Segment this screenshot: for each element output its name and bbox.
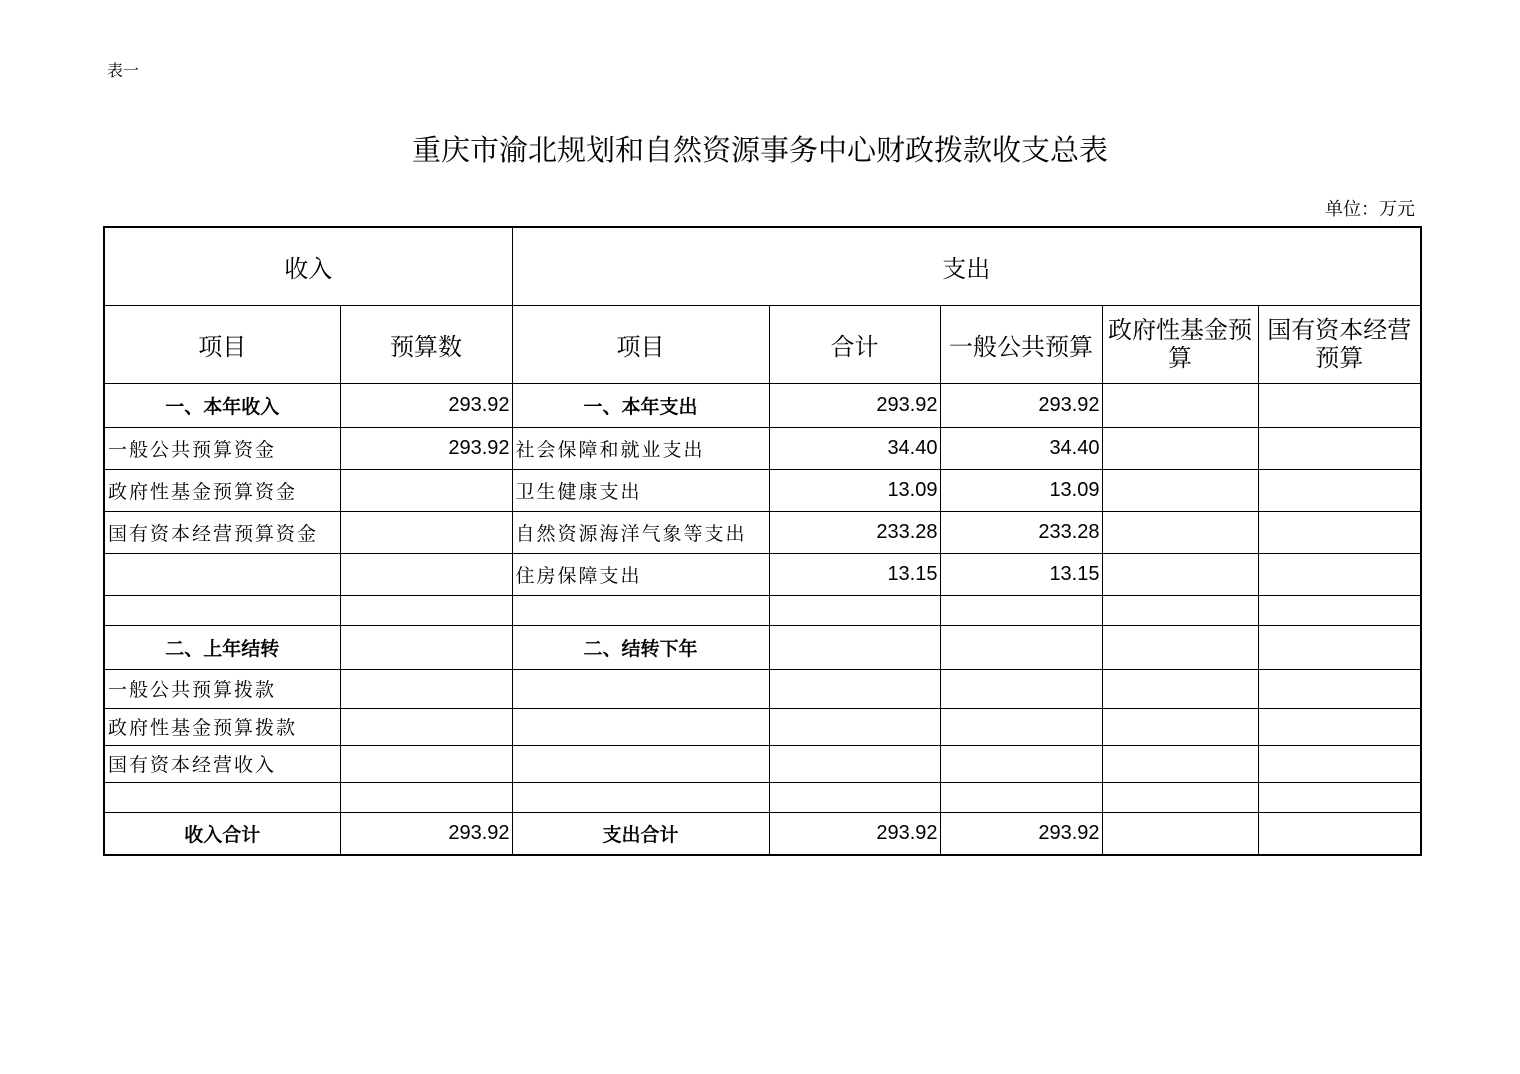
- total-cell: [769, 595, 940, 625]
- header-row-1: [104, 227, 1421, 305]
- general-public-header: 一般公共预算: [940, 305, 1102, 383]
- income-budget-cell: [340, 669, 512, 708]
- gov-fund-cell: [1102, 553, 1258, 595]
- general-public-cell: 233.28: [940, 511, 1102, 553]
- gov-fund-cell: [1102, 745, 1258, 782]
- income-budget-cell: [340, 782, 512, 812]
- state-capital-cell: [1258, 553, 1421, 595]
- total-cell: 293.92: [769, 812, 940, 855]
- table-label: 表一: [107, 61, 140, 80]
- gov-fund-cell: [1102, 812, 1258, 855]
- income-budget-cell: [340, 469, 512, 511]
- gov-fund-cell: [1102, 383, 1258, 427]
- state-capital-cell: [1258, 625, 1421, 669]
- table-row: [104, 469, 1421, 511]
- state-capital-cell: [1258, 708, 1421, 745]
- expense-item-cell: [512, 708, 769, 745]
- income-budget-header: 预算数: [340, 305, 512, 383]
- income-item-cell: [104, 553, 340, 595]
- expense-item-cell: 社会保障和就业支出: [512, 427, 769, 469]
- income-item-cell: [104, 595, 340, 625]
- general-public-cell: [940, 625, 1102, 669]
- total-cell: [769, 782, 940, 812]
- income-item-cell: 国有资本经营收入: [104, 745, 340, 782]
- budget-summary-table: [103, 226, 1422, 856]
- table-row: [104, 782, 1421, 812]
- general-public-cell: [940, 745, 1102, 782]
- total-cell: 293.92: [769, 383, 940, 427]
- table-row: [104, 553, 1421, 595]
- total-cell: [769, 745, 940, 782]
- income-budget-cell: [340, 625, 512, 669]
- expense-item-cell: 一、本年支出: [512, 383, 769, 427]
- state-capital-cell: [1258, 511, 1421, 553]
- table-row: [104, 669, 1421, 708]
- total-cell: 34.40: [769, 427, 940, 469]
- income-item-cell: 政府性基金预算资金: [104, 469, 340, 511]
- expense-item-cell: 支出合计: [512, 812, 769, 855]
- general-public-cell: [940, 595, 1102, 625]
- income-budget-cell: [340, 553, 512, 595]
- expense-item-cell: [512, 669, 769, 708]
- table-row: [104, 511, 1421, 553]
- expense-item-cell: 卫生健康支出: [512, 469, 769, 511]
- income-budget-cell: 293.92: [340, 383, 512, 427]
- expense-item-cell: [512, 745, 769, 782]
- income-item-cell: 一般公共预算拨款: [104, 669, 340, 708]
- expense-item-cell: 二、结转下年: [512, 625, 769, 669]
- income-header: 收入: [104, 227, 512, 305]
- expense-header: 支出: [512, 227, 1421, 305]
- total-cell: 13.15: [769, 553, 940, 595]
- expense-item-cell: 自然资源海洋气象等支出: [512, 511, 769, 553]
- total-cell: [769, 669, 940, 708]
- total-header: 合计: [769, 305, 940, 383]
- income-budget-cell: [340, 511, 512, 553]
- state-capital-cell: [1258, 383, 1421, 427]
- state-capital-cell: [1258, 782, 1421, 812]
- income-item-header: 项目: [104, 305, 340, 383]
- gov-fund-cell: [1102, 427, 1258, 469]
- total-cell: [769, 625, 940, 669]
- general-public-cell: 293.92: [940, 383, 1102, 427]
- state-capital-cell: [1258, 669, 1421, 708]
- state-capital-cell: [1258, 427, 1421, 469]
- state-capital-cell: [1258, 469, 1421, 511]
- general-public-cell: 293.92: [940, 812, 1102, 855]
- state-capital-header: 国有资本经营预算: [1258, 305, 1421, 383]
- state-capital-cell: [1258, 595, 1421, 625]
- gov-fund-header: 政府性基金预算: [1102, 305, 1258, 383]
- gov-fund-cell: [1102, 708, 1258, 745]
- income-item-cell: 政府性基金预算拨款: [104, 708, 340, 745]
- income-item-cell: 国有资本经营预算资金: [104, 511, 340, 553]
- income-budget-cell: 293.92: [340, 427, 512, 469]
- state-capital-cell: [1258, 812, 1421, 855]
- gov-fund-cell: [1102, 669, 1258, 708]
- table-row: [104, 812, 1421, 855]
- income-item-cell: 一、本年收入: [104, 383, 340, 427]
- gov-fund-cell: [1102, 625, 1258, 669]
- table-row: [104, 625, 1421, 669]
- general-public-cell: [940, 669, 1102, 708]
- table-row: [104, 383, 1421, 427]
- table-row: [104, 595, 1421, 625]
- page-title: 重庆市渝北规划和自然资源事务中心财政拨款收支总表: [411, 133, 1108, 167]
- expense-item-cell: 住房保障支出: [512, 553, 769, 595]
- unit-label: 单位：万元: [1325, 199, 1415, 220]
- general-public-cell: 34.40: [940, 427, 1102, 469]
- income-budget-cell: [340, 745, 512, 782]
- expense-item-header: 项目: [512, 305, 769, 383]
- income-item-cell: [104, 782, 340, 812]
- total-cell: 233.28: [769, 511, 940, 553]
- income-item-cell: 一般公共预算资金: [104, 427, 340, 469]
- gov-fund-cell: [1102, 511, 1258, 553]
- table-row: [104, 745, 1421, 782]
- general-public-cell: 13.15: [940, 553, 1102, 595]
- income-item-cell: 二、上年结转: [104, 625, 340, 669]
- header-row-2: [104, 305, 1421, 383]
- income-budget-cell: 293.92: [340, 812, 512, 855]
- total-cell: [769, 708, 940, 745]
- income-budget-cell: [340, 595, 512, 625]
- income-budget-cell: [340, 708, 512, 745]
- table-row: [104, 427, 1421, 469]
- gov-fund-cell: [1102, 595, 1258, 625]
- general-public-cell: 13.09: [940, 469, 1102, 511]
- income-item-cell: 收入合计: [104, 812, 340, 855]
- general-public-cell: [940, 782, 1102, 812]
- expense-item-cell: [512, 782, 769, 812]
- state-capital-cell: [1258, 745, 1421, 782]
- total-cell: 13.09: [769, 469, 940, 511]
- table-row: [104, 708, 1421, 745]
- expense-item-cell: [512, 595, 769, 625]
- general-public-cell: [940, 708, 1102, 745]
- gov-fund-cell: [1102, 782, 1258, 812]
- gov-fund-cell: [1102, 469, 1258, 511]
